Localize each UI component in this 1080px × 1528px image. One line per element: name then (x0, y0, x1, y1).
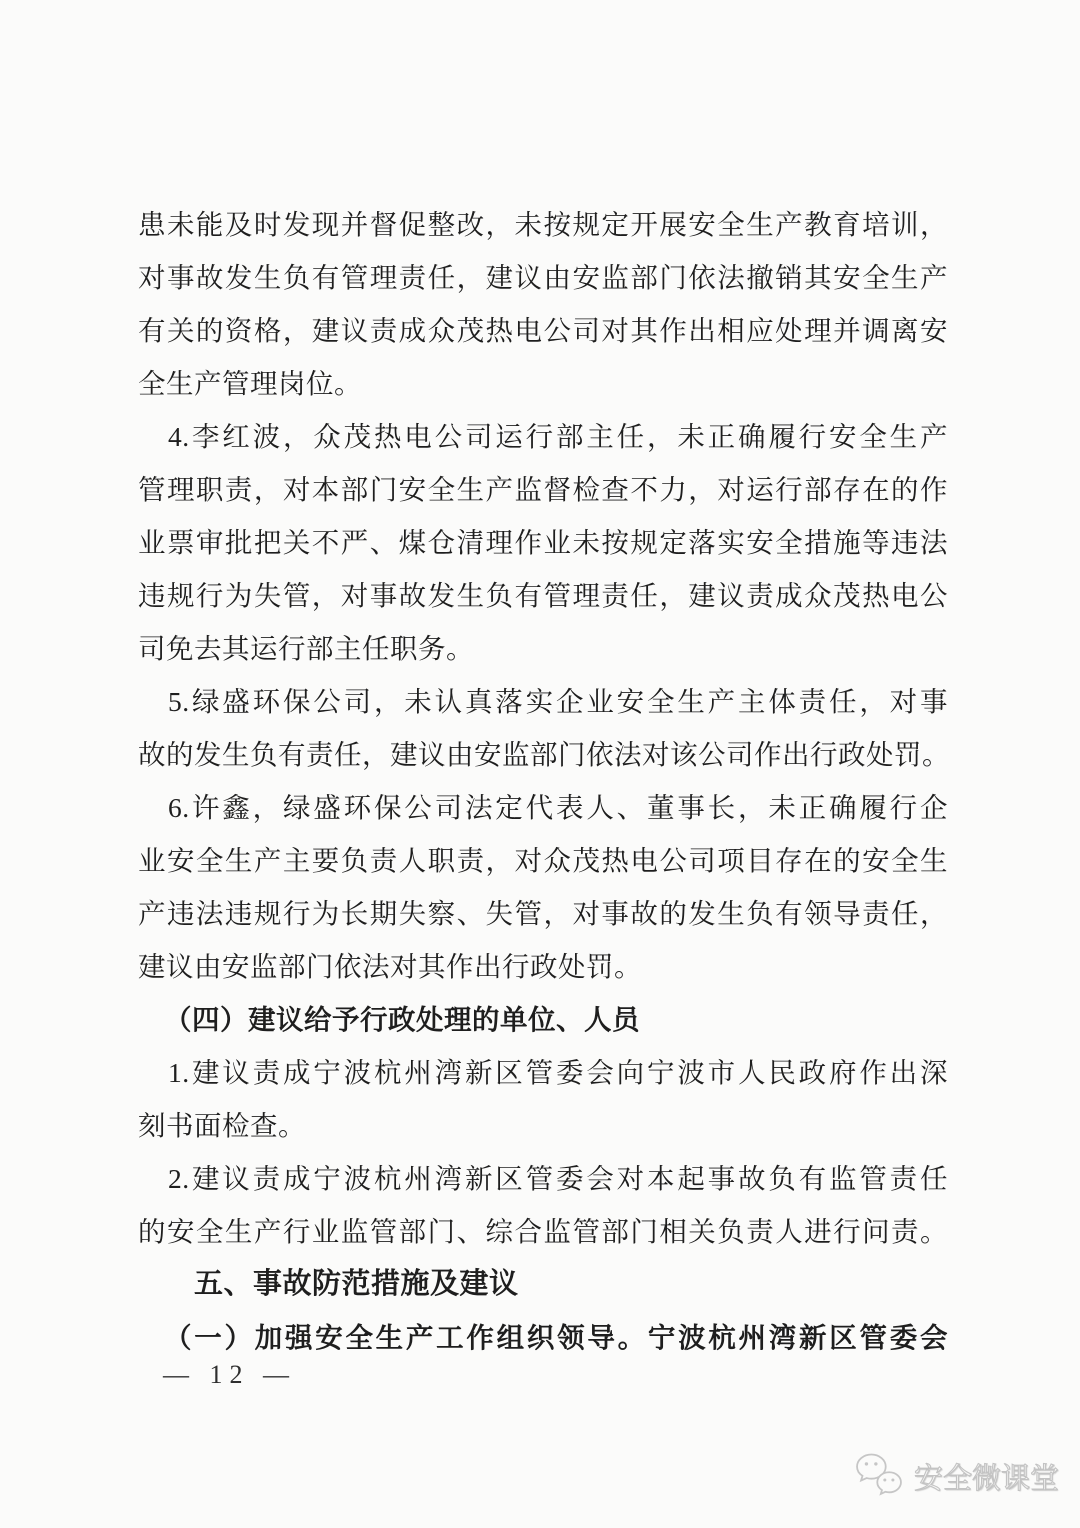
body-line: 2.建议责成宁波杭州湾新区管委会对本起事故负有监管责任 (168, 1163, 948, 1194)
body-line: 建议由安监部门依法对其作出行政处罚。 (138, 951, 642, 982)
bubble-eye (883, 1479, 886, 1482)
body-line: 1.建议责成宁波杭州湾新区管委会向宁波市人民政府作出深 (168, 1057, 948, 1088)
body-line: 4.李红波，众茂热电公司运行部主任，未正确履行安全生产 (168, 421, 948, 452)
bubble-eye (874, 1462, 877, 1465)
page-number: — 12 — (163, 1360, 296, 1389)
body-line: 有关的资格，建议责成众茂热电公司对其作出相应处理并调离安 (138, 315, 948, 346)
bubble-eye (891, 1479, 894, 1482)
body-line: 司免去其运行部主任职务。 (138, 633, 474, 664)
watermark (852, 1450, 1059, 1502)
watermark-label: 安全微课堂 (914, 1462, 1060, 1495)
body-line: 管理职责，对本部门安全生产监督检查不力，对运行部存在的作 (138, 474, 948, 505)
body-line: 产违法违规行为长期失察、失管，对事故的发生负有领导责任， (138, 898, 948, 929)
section-heading-5: 五、事故防范措施及建议 (194, 1268, 519, 1300)
subsection-heading-4: （四）建议给予行政处理的单位、人员 (164, 1004, 640, 1035)
body-line: 刻书面检查。 (138, 1110, 306, 1141)
body-line: 全生产管理岗位。 (138, 368, 362, 399)
body-line: 故的发生负有责任，建议由安监部门依法对该公司作出行政处罚。 (138, 739, 950, 770)
wechat-chat-bubbles-icon (852, 1450, 906, 1502)
subsection-heading-5-1: （一）加强安全生产工作组织领导。宁波杭州湾新区管委会 (164, 1322, 948, 1353)
body-line: 违规行为失管，对事故发生负有管理责任，建议责成众茂热电公 (138, 580, 948, 611)
body-line: 业安全生产主要负责人职责，对众茂热电公司项目存在的安全生 (138, 845, 948, 876)
body-line: 6.许鑫，绿盛环保公司法定代表人、董事长，未正确履行企 (168, 792, 948, 823)
body-line: 5.绿盛环保公司，未认真落实企业安全生产主体责任，对事 (168, 686, 948, 717)
body-line: 患未能及时发现并督促整改，未按规定开展安全生产教育培训， (138, 209, 948, 240)
body-line: 业票审批把关不严、煤仓清理作业未按规定落实安全措施等违法 (138, 527, 948, 558)
bubble-eye (865, 1462, 868, 1465)
document-body (138, 198, 948, 1364)
body-line: 的安全生产行业监管部门、综合监管部门相关负责人进行问责。 (138, 1216, 948, 1247)
body-line: 对事故发生负有管理责任，建议由安监部门依法撤销其安全生产 (138, 262, 948, 293)
